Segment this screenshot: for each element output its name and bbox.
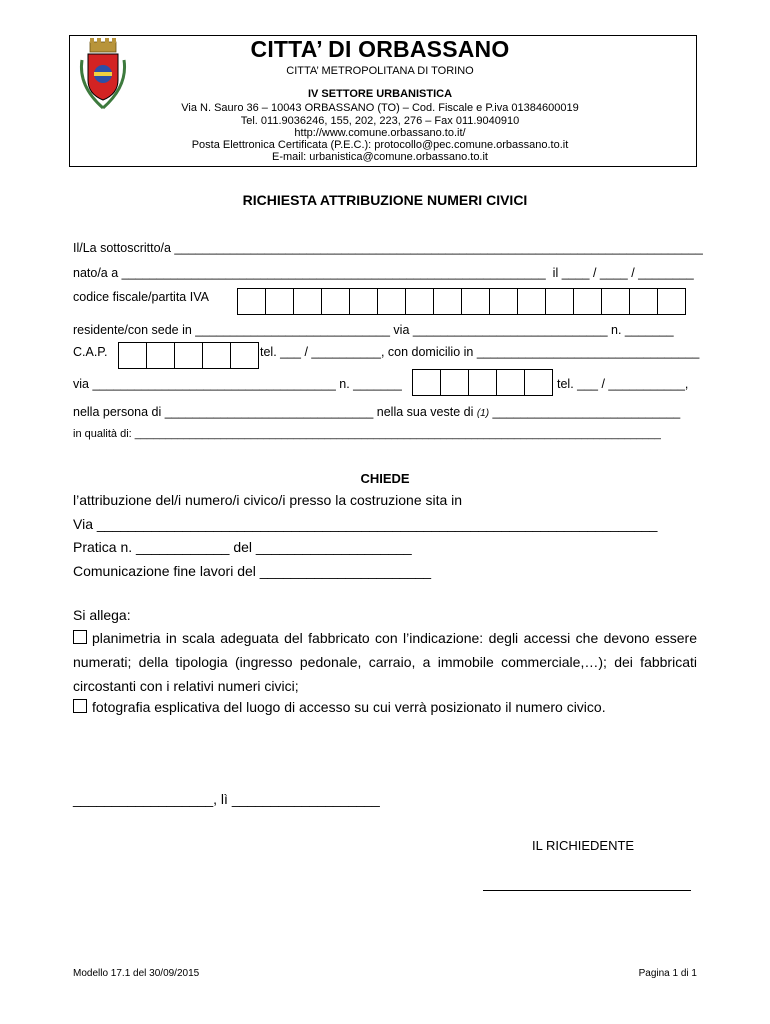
- persona-blank: ___________________________: [489, 405, 681, 419]
- field-sottoscritto[interactable]: Il/La sottoscritto/a ____________________________________________________________________________: [73, 241, 703, 255]
- signature-line[interactable]: [483, 890, 691, 891]
- website[interactable]: http://www.comune.orbassano.to.it/: [294, 127, 466, 139]
- attachments-heading: Si allega:: [73, 607, 131, 623]
- field-nato[interactable]: nato/a a _____________________________________________________________ il ____ / ____ / ________: [73, 266, 694, 280]
- municipal-crest-icon: [76, 38, 130, 112]
- footer-page: Pagina 1 di 1: [638, 968, 697, 979]
- place-date-field[interactable]: __________________, lì ___________________: [73, 791, 380, 807]
- label-codice-fiscale: codice fiscale/partita IVA: [73, 290, 209, 304]
- field-request-via[interactable]: Via ________________________________________________________________________: [73, 516, 658, 532]
- address: Via N. Sauro 36 – 10043 ORBASSANO (TO) – Cod. Fiscale e P.iva 01384600019: [181, 102, 579, 114]
- field-persona[interactable]: [73, 405, 680, 419]
- department-name: IV SETTORE URBANISTICA: [307, 88, 453, 100]
- email[interactable]: E-mail: urbanistica@comune.orbassano.to.it: [272, 151, 488, 163]
- civic-number-boxes[interactable]: [412, 369, 552, 396]
- metropolitan-city: CITTA’ METROPOLITANA DI TORINO: [286, 65, 474, 77]
- municipality-title: CITTA’ DI ORBASSANO: [250, 36, 510, 62]
- checkbox-planimetria[interactable]: [73, 630, 87, 644]
- footer-model: Modello 17.1 del 30/09/2015: [73, 968, 200, 979]
- field-tel-domicilio[interactable]: tel. ___ / __________, con domicilio in ________________________________: [260, 345, 700, 359]
- field-tel2[interactable]: tel. ___ / ___________,: [557, 377, 689, 391]
- form-title: RICHIESTA ATTRIBUZIONE NUMERI CIVICI: [242, 192, 528, 208]
- signature-label: IL RICHIEDENTE: [532, 838, 635, 853]
- phone: Tel. 011.9036246, 155, 202, 223, 276 – Fax 011.9040910: [240, 115, 520, 127]
- checkbox-fotografia[interactable]: [73, 699, 87, 713]
- attachment-text-fotografia: fotografia esplicativa del luogo di accesso su cui verrà posizionato il numero civico.: [92, 699, 606, 715]
- field-pratica[interactable]: Pratica n. ____________ del ____________________: [73, 539, 412, 555]
- field-qualita[interactable]: in qualità di: ______________________________________________________________________________________: [73, 428, 661, 440]
- codice-fiscale-boxes[interactable]: [237, 288, 685, 315]
- persona-text: nella persona di ______________________________ nella sua veste di: [73, 405, 477, 419]
- attachment-item-planimetria: [73, 626, 697, 698]
- request-intro: l’attribuzione del/i numero/i civico/i presso la costruzione sita in: [73, 492, 463, 508]
- cap-boxes[interactable]: [118, 342, 258, 369]
- field-via[interactable]: via ___________________________________ n. _______: [73, 377, 402, 391]
- field-residente[interactable]: residente/con sede in ____________________________ via ____________________________ n. _______: [73, 323, 674, 337]
- note-ref: (1): [476, 408, 490, 419]
- label-cap: C.A.P.: [73, 345, 108, 359]
- request-heading: CHIEDE: [360, 471, 410, 486]
- attachment-text-planimetria: planimetria in scala adeguata del fabbricato con l’indicazione: degli accessi che devono essere numerati; della tipologia (ingresso pedonale, carraio, a immobile commerciale,…); dei fabbricati circostanti con i relativi numeri civici;: [73, 630, 697, 694]
- field-comunicazione[interactable]: Comunicazione fine lavori del ______________________: [73, 563, 432, 579]
- attachment-item-fotografia: [73, 699, 606, 715]
- pec-email[interactable]: Posta Elettronica Certificata (P.E.C.): protocollo@pec.comune.orbassano.to.it: [191, 139, 569, 151]
